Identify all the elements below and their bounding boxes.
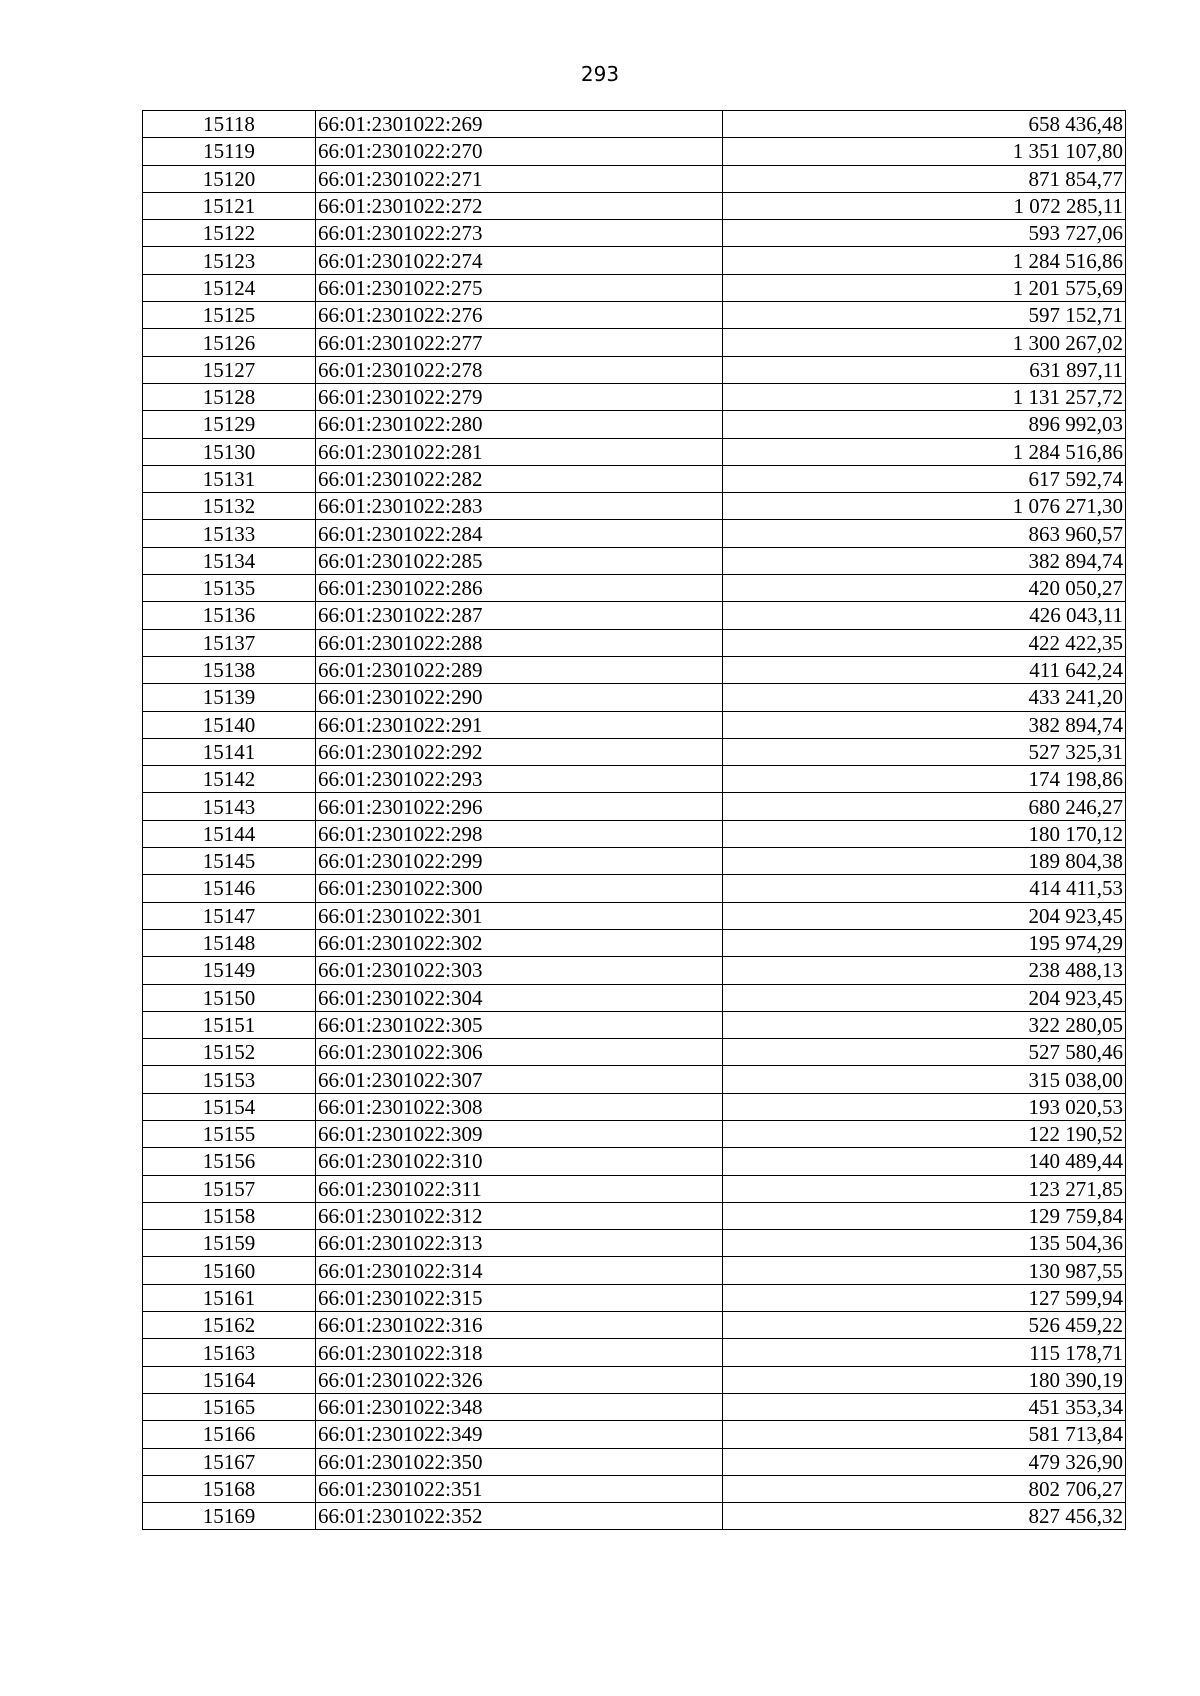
table-row [143,1366,1126,1393]
cadastral-number-cell: 66:01:2301022:279 [316,383,723,410]
cadastral-value-table [142,110,1126,1530]
row-number-cell: 15167 [143,1448,316,1475]
table-row [143,1202,1126,1229]
row-number-cell: 15165 [143,1393,316,1420]
table-row [143,711,1126,738]
cadastral-value-cell: 122 190,52 [723,1120,1126,1147]
cadastral-number-cell: 66:01:2301022:348 [316,1393,723,1420]
row-number-cell: 15158 [143,1202,316,1229]
row-number-cell: 15166 [143,1421,316,1448]
cadastral-number-cell: 66:01:2301022:296 [316,793,723,820]
cadastral-number-cell: 66:01:2301022:311 [316,1175,723,1202]
cadastral-value-cell: 581 713,84 [723,1421,1126,1448]
row-number-cell: 15147 [143,902,316,929]
table-row [143,848,1126,875]
cadastral-number-cell: 66:01:2301022:306 [316,1039,723,1066]
row-number-cell: 15123 [143,247,316,274]
cadastral-number-cell: 66:01:2301022:307 [316,1066,723,1093]
table-row [143,1148,1126,1175]
table-row [143,1284,1126,1311]
row-number-cell: 15122 [143,220,316,247]
cadastral-value-cell: 180 170,12 [723,820,1126,847]
cadastral-value-cell: 204 923,45 [723,902,1126,929]
table-body [143,111,1126,1530]
cadastral-value-cell: 479 326,90 [723,1448,1126,1475]
table-row [143,1011,1126,1038]
table-row [143,465,1126,492]
table-row [143,1175,1126,1202]
table-row [143,1421,1126,1448]
cadastral-value-cell: 135 504,36 [723,1230,1126,1257]
row-number-cell: 15127 [143,356,316,383]
cadastral-value-cell: 597 152,71 [723,302,1126,329]
cadastral-value-cell: 527 325,31 [723,738,1126,765]
cadastral-value-cell: 896 992,03 [723,411,1126,438]
cadastral-value-cell: 1 076 271,30 [723,493,1126,520]
row-number-cell: 15137 [143,629,316,656]
row-number-cell: 15134 [143,547,316,574]
row-number-cell: 15143 [143,793,316,820]
cadastral-value-cell: 593 727,06 [723,220,1126,247]
table-row [143,957,1126,984]
cadastral-value-cell: 1 131 257,72 [723,383,1126,410]
cadastral-number-cell: 66:01:2301022:269 [316,111,723,138]
cadastral-value-cell: 451 353,34 [723,1393,1126,1420]
cadastral-number-cell: 66:01:2301022:274 [316,247,723,274]
row-number-cell: 15155 [143,1120,316,1147]
row-number-cell: 15119 [143,138,316,165]
cadastral-value-cell: 680 246,27 [723,793,1126,820]
table-row [143,438,1126,465]
cadastral-value-cell: 658 436,48 [723,111,1126,138]
cadastral-value-cell: 180 390,19 [723,1366,1126,1393]
cadastral-number-cell: 66:01:2301022:349 [316,1421,723,1448]
table-row [143,1393,1126,1420]
cadastral-value-cell: 433 241,20 [723,684,1126,711]
table-row [143,1448,1126,1475]
cadastral-number-cell: 66:01:2301022:270 [316,138,723,165]
row-number-cell: 15121 [143,192,316,219]
row-number-cell: 15124 [143,274,316,301]
cadastral-value-cell: 526 459,22 [723,1312,1126,1339]
row-number-cell: 15118 [143,111,316,138]
table-row [143,383,1126,410]
cadastral-number-cell: 66:01:2301022:287 [316,602,723,629]
cadastral-number-cell: 66:01:2301022:276 [316,302,723,329]
cadastral-number-cell: 66:01:2301022:292 [316,738,723,765]
row-number-cell: 15168 [143,1475,316,1502]
row-number-cell: 15146 [143,875,316,902]
table-row [143,1475,1126,1502]
cadastral-value-cell: 127 599,94 [723,1284,1126,1311]
cadastral-number-cell: 66:01:2301022:277 [316,329,723,356]
row-number-cell: 15154 [143,1093,316,1120]
row-number-cell: 15161 [143,1284,316,1311]
cadastral-value-cell: 204 923,45 [723,984,1126,1011]
row-number-cell: 15148 [143,929,316,956]
table-row [143,656,1126,683]
cadastral-number-cell: 66:01:2301022:273 [316,220,723,247]
cadastral-value-cell: 527 580,46 [723,1039,1126,1066]
row-number-cell: 15149 [143,957,316,984]
cadastral-number-cell: 66:01:2301022:318 [316,1339,723,1366]
cadastral-number-cell: 66:01:2301022:312 [316,1202,723,1229]
cadastral-number-cell: 66:01:2301022:289 [316,656,723,683]
cadastral-number-cell: 66:01:2301022:315 [316,1284,723,1311]
cadastral-number-cell: 66:01:2301022:275 [316,274,723,301]
table-row [143,1312,1126,1339]
cadastral-value-cell: 189 804,38 [723,848,1126,875]
row-number-cell: 15130 [143,438,316,465]
row-number-cell: 15150 [143,984,316,1011]
cadastral-value-cell: 1 201 575,69 [723,274,1126,301]
cadastral-number-cell: 66:01:2301022:303 [316,957,723,984]
row-number-cell: 15151 [143,1011,316,1038]
cadastral-value-cell: 238 488,13 [723,957,1126,984]
table-row [143,1339,1126,1366]
row-number-cell: 15131 [143,465,316,492]
cadastral-value-cell: 123 271,85 [723,1175,1126,1202]
cadastral-value-cell: 174 198,86 [723,766,1126,793]
table-row [143,356,1126,383]
cadastral-number-cell: 66:01:2301022:290 [316,684,723,711]
row-number-cell: 15139 [143,684,316,711]
cadastral-value-cell: 420 050,27 [723,575,1126,602]
cadastral-number-cell: 66:01:2301022:301 [316,902,723,929]
row-number-cell: 15144 [143,820,316,847]
cadastral-number-cell: 66:01:2301022:284 [316,520,723,547]
cadastral-value-cell: 1 284 516,86 [723,438,1126,465]
cadastral-number-cell: 66:01:2301022:326 [316,1366,723,1393]
row-number-cell: 15169 [143,1503,316,1530]
cadastral-value-cell: 426 043,11 [723,602,1126,629]
cadastral-number-cell: 66:01:2301022:298 [316,820,723,847]
cadastral-value-cell: 382 894,74 [723,547,1126,574]
table-row [143,547,1126,574]
cadastral-number-cell: 66:01:2301022:280 [316,411,723,438]
table-row [143,192,1126,219]
table-row [143,329,1126,356]
table-row [143,493,1126,520]
cadastral-value-cell: 193 020,53 [723,1093,1126,1120]
table-row [143,302,1126,329]
table-row [143,111,1126,138]
cadastral-value-cell: 1 351 107,80 [723,138,1126,165]
row-number-cell: 15138 [143,656,316,683]
row-number-cell: 15145 [143,848,316,875]
cadastral-number-cell: 66:01:2301022:281 [316,438,723,465]
cadastral-number-cell: 66:01:2301022:300 [316,875,723,902]
cadastral-number-cell: 66:01:2301022:304 [316,984,723,1011]
table-row [143,220,1126,247]
table-row [143,738,1126,765]
row-number-cell: 15132 [143,493,316,520]
cadastral-number-cell: 66:01:2301022:308 [316,1093,723,1120]
row-number-cell: 15156 [143,1148,316,1175]
row-number-cell: 15153 [143,1066,316,1093]
cadastral-number-cell: 66:01:2301022:352 [316,1503,723,1530]
cadastral-number-cell: 66:01:2301022:309 [316,1120,723,1147]
table-row [143,1093,1126,1120]
page-number: 293 [580,62,620,86]
cadastral-value-cell: 322 280,05 [723,1011,1126,1038]
cadastral-value-cell: 414 411,53 [723,875,1126,902]
table-row [143,820,1126,847]
cadastral-number-cell: 66:01:2301022:286 [316,575,723,602]
cadastral-number-cell: 66:01:2301022:285 [316,547,723,574]
table-row [143,1257,1126,1284]
table-row [143,684,1126,711]
cadastral-value-cell: 411 642,24 [723,656,1126,683]
row-number-cell: 15135 [143,575,316,602]
cadastral-number-cell: 66:01:2301022:278 [316,356,723,383]
row-number-cell: 15128 [143,383,316,410]
row-number-cell: 15157 [143,1175,316,1202]
table-row [143,1039,1126,1066]
cadastral-number-cell: 66:01:2301022:305 [316,1011,723,1038]
table-row [143,1503,1126,1530]
cadastral-value-cell: 631 897,11 [723,356,1126,383]
table-row [143,520,1126,547]
cadastral-number-cell: 66:01:2301022:302 [316,929,723,956]
table-row [143,165,1126,192]
row-number-cell: 15141 [143,738,316,765]
table-row [143,602,1126,629]
table-row [143,629,1126,656]
cadastral-value-cell: 871 854,77 [723,165,1126,192]
table-row [143,1066,1126,1093]
row-number-cell: 15160 [143,1257,316,1284]
cadastral-number-cell: 66:01:2301022:314 [316,1257,723,1284]
cadastral-value-cell: 1 072 285,11 [723,192,1126,219]
cadastral-number-cell: 66:01:2301022:310 [316,1148,723,1175]
cadastral-number-cell: 66:01:2301022:272 [316,192,723,219]
cadastral-number-cell: 66:01:2301022:299 [316,848,723,875]
cadastral-value-cell: 130 987,55 [723,1257,1126,1284]
cadastral-number-cell: 66:01:2301022:316 [316,1312,723,1339]
cadastral-value-cell: 140 489,44 [723,1148,1126,1175]
cadastral-value-cell: 863 960,57 [723,520,1126,547]
cadastral-value-cell: 827 456,32 [723,1503,1126,1530]
row-number-cell: 15162 [143,1312,316,1339]
cadastral-value-cell: 115 178,71 [723,1339,1126,1366]
cadastral-value-cell: 802 706,27 [723,1475,1126,1502]
cadastral-number-cell: 66:01:2301022:288 [316,629,723,656]
table-row [143,274,1126,301]
cadastral-value-cell: 422 422,35 [723,629,1126,656]
cadastral-value-cell: 1 300 267,02 [723,329,1126,356]
cadastral-number-cell: 66:01:2301022:293 [316,766,723,793]
cadastral-value-cell: 1 284 516,86 [723,247,1126,274]
row-number-cell: 15142 [143,766,316,793]
table-row [143,1230,1126,1257]
row-number-cell: 15136 [143,602,316,629]
row-number-cell: 15126 [143,329,316,356]
cadastral-number-cell: 66:01:2301022:283 [316,493,723,520]
cadastral-number-cell: 66:01:2301022:313 [316,1230,723,1257]
table-row [143,902,1126,929]
table-row [143,793,1126,820]
row-number-cell: 15140 [143,711,316,738]
row-number-cell: 15120 [143,165,316,192]
cadastral-value-cell: 617 592,74 [723,465,1126,492]
row-number-cell: 15129 [143,411,316,438]
table-row [143,575,1126,602]
cadastral-number-cell: 66:01:2301022:291 [316,711,723,738]
cadastral-value-cell: 315 038,00 [723,1066,1126,1093]
row-number-cell: 15152 [143,1039,316,1066]
table-row [143,247,1126,274]
row-number-cell: 15159 [143,1230,316,1257]
table-row [143,929,1126,956]
cadastral-number-cell: 66:01:2301022:271 [316,165,723,192]
table-row [143,138,1126,165]
table-row [143,766,1126,793]
row-number-cell: 15164 [143,1366,316,1393]
row-number-cell: 15163 [143,1339,316,1366]
cadastral-value-cell: 195 974,29 [723,929,1126,956]
table-row [143,411,1126,438]
table-row [143,1120,1126,1147]
row-number-cell: 15133 [143,520,316,547]
table-row [143,984,1126,1011]
table-row [143,875,1126,902]
cadastral-number-cell: 66:01:2301022:282 [316,465,723,492]
cadastral-number-cell: 66:01:2301022:350 [316,1448,723,1475]
cadastral-value-cell: 129 759,84 [723,1202,1126,1229]
cadastral-value-cell: 382 894,74 [723,711,1126,738]
row-number-cell: 15125 [143,302,316,329]
cadastral-number-cell: 66:01:2301022:351 [316,1475,723,1502]
